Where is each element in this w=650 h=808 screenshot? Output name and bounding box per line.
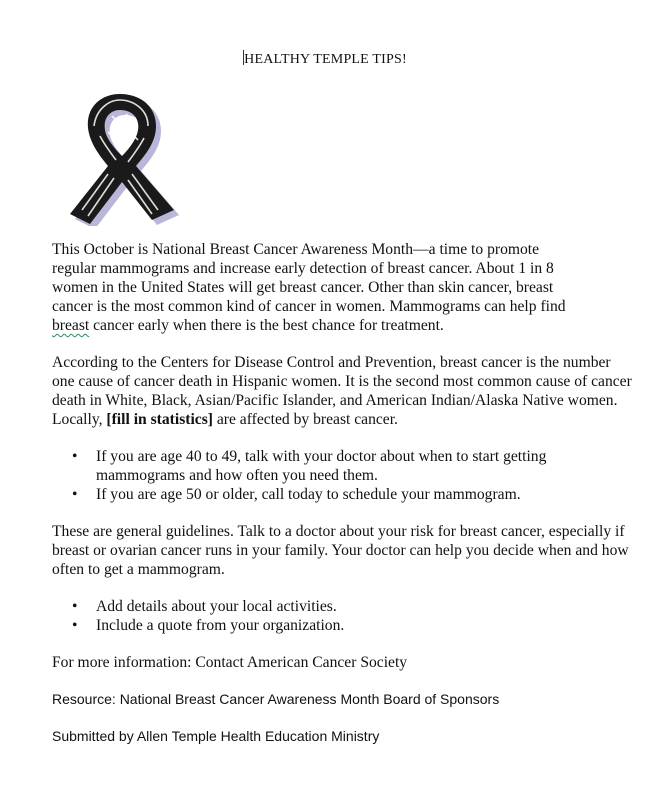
list-item: • If you are age 50 or older, call today to schedule your mammogram.	[96, 485, 632, 504]
submitted-by-line: Submitted by Allen Temple Health Education Ministry	[52, 728, 380, 744]
intro-line-1: This October is National Breast Cancer Awareness Month—a time to promote	[52, 241, 540, 258]
resource-line: Resource: National Breast Cancer Awareness Month Board of Sponsors	[52, 691, 500, 707]
statistics-placeholder: [fill in statistics]	[106, 411, 213, 428]
list-item: • Include a quote from your organization.	[96, 616, 632, 635]
intro-line-4: cancer is the most common kind of cancer in women. Mammograms can help find	[52, 298, 566, 315]
intro-line-2: regular mammograms and increase early detection of breast cancer. About 1 in 8	[52, 260, 554, 277]
list-item: • If you are age 40 to 49, talk with your doctor about when to start getting mammograms and how often you need them.	[96, 447, 632, 485]
statistics-tail: are affected by breast cancer.	[212, 411, 398, 428]
list-item: • Add details about your local activities.	[96, 597, 632, 616]
paragraph-statistics	[52, 353, 632, 429]
more-info-line: For more information: Contact American Cancer Society	[52, 654, 408, 671]
article-body	[52, 240, 632, 764]
spellcheck-word: breast	[52, 317, 90, 334]
intro-line-3: women in the United States will get breast cancer. Other than skin cancer, breast	[52, 279, 554, 296]
page-title-text: HEALTHY TEMPLE TIPS!	[244, 52, 407, 67]
statistics-lead: According to the Centers for Disease Control and Prevention, breast cancer is the number one cause of cancer death in Hispanic women. It is the second most common cause of cancer death in White, Black, Asian/Pacific Islander, and American Indian/Alaska Native women. Locally,	[52, 354, 632, 428]
local-activities-list	[52, 597, 632, 635]
intro-line-5: cancer early when there is the best chance for treatment.	[89, 317, 444, 334]
awareness-ribbon-icon	[48, 86, 194, 226]
screening-list	[52, 447, 632, 504]
paragraph-guidelines: These are general guidelines. Talk to a doctor about your risk for breast cancer, especially if breast or ovarian cancer runs in your family. Your doctor can help you decide when and how often to get a mammogram.	[52, 523, 629, 578]
page-title	[0, 50, 650, 68]
paragraph-intro	[52, 240, 632, 335]
